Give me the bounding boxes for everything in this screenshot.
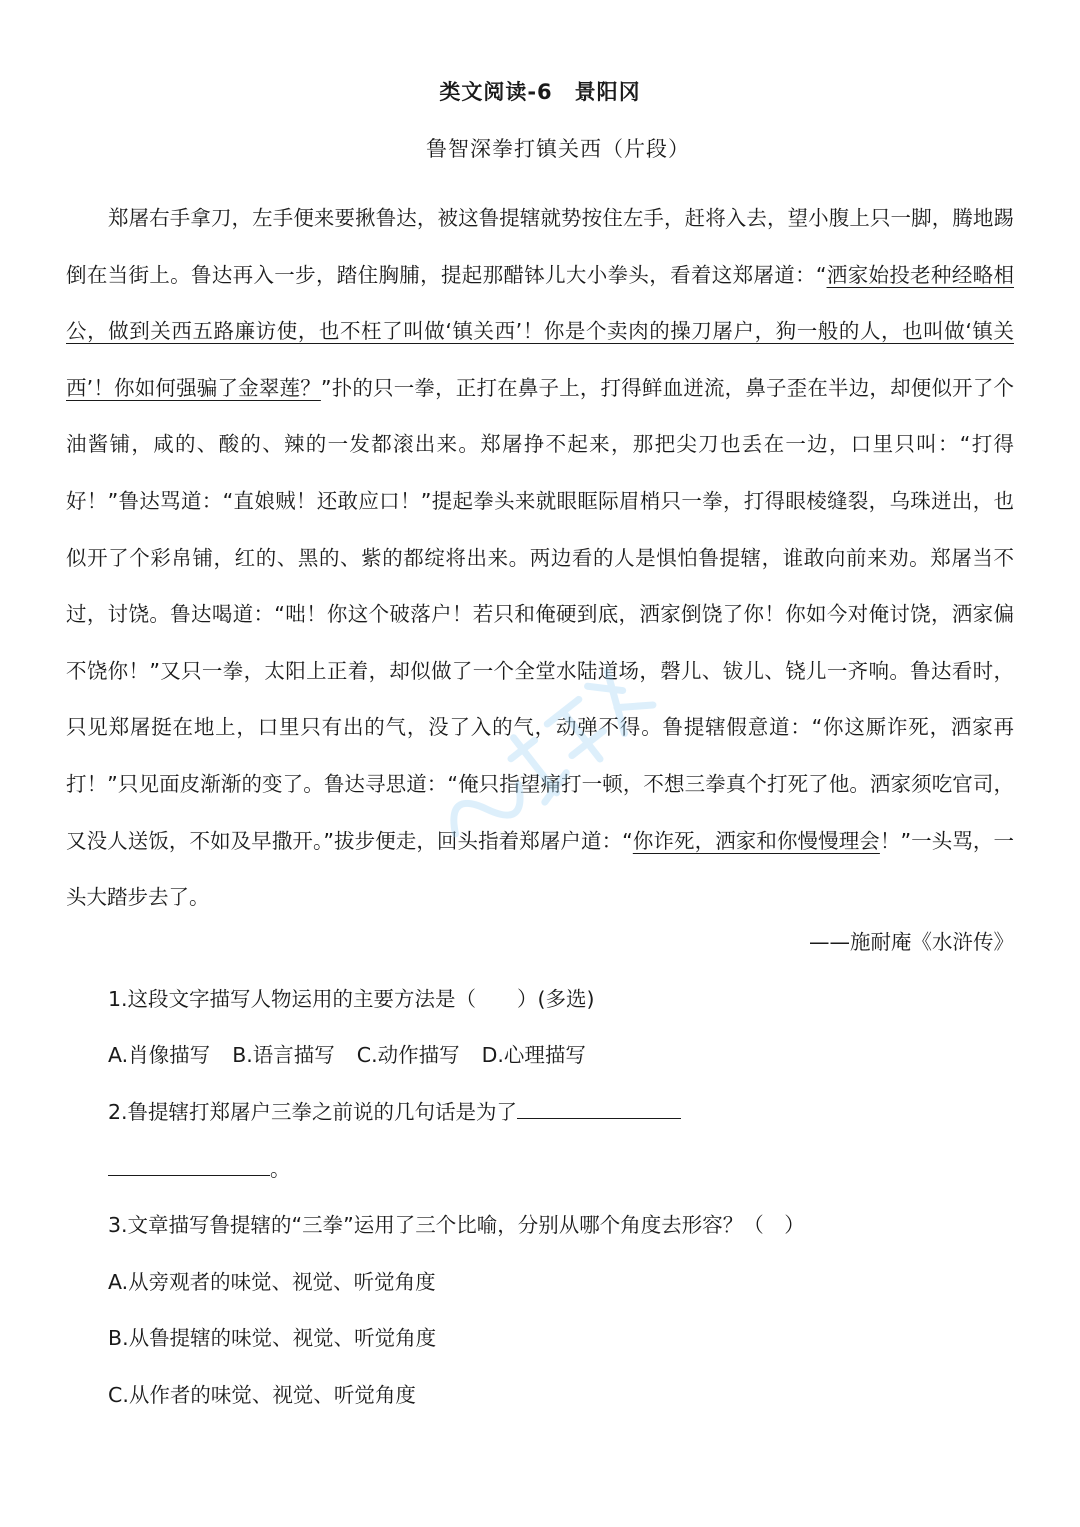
question-1-option-a[interactable]: A.肖像描写 <box>108 1043 211 1067</box>
question-1-option-b[interactable]: B.语言描写 <box>232 1043 335 1067</box>
passage-segment-2: ”扑的只一拳，正打在鼻子上，打得鲜血迸流，鼻子歪在半边，却便似开了个油酱铺，咸的、酸的、辣的一发都滚出来。郑屠挣不起来，那把尖刀也丢在一边，口里只叫：“打得好！”鲁达骂道：“直娘贼！还敢应口！”提起拳头来就眼眶际眉梢只一拳，打得眼棱缝裂，乌珠迸出，也似开了个彩帛铺，红的、黑的、紫的都绽将出来。两边看的人是惧怕鲁提辖，谁敢向前来劝。郑屠当不过，讨饶。鲁达喝道：“咄！你这个破落户！若只和俺硬到底，洒家倒饶了你！你如今对俺讨饶，洒家偏不饶你！”又只一拳，太阳上正着，却似做了一个全堂水陆道场，磬儿、钹儿、铙儿一齐响。鲁达看时，只见郑屠挺在地上，口里只有出的气，没了入的气，动弹不得。鲁提辖假意道：“你这厮诈死，洒家再打！”只见面皮渐渐的变了。鲁达寻思道：“俺只指望痛打一顿，不想三拳真个打死了他。洒家须吃官司，又没人送饭，不如及早撒开。”拔步便走，回头指着郑屠户道：“ <box>66 375 1015 853</box>
question-3-option-c[interactable]: C.从作者的味觉、视觉、听觉角度 <box>108 1383 416 1407</box>
question-1-option-d[interactable]: D.心理描写 <box>481 1043 586 1067</box>
page-title <box>0 76 1080 106</box>
passage-source: ——施耐庵《水浒传》 <box>809 930 1014 954</box>
passage-subtitle: 鲁智深拳打镇关西（片段） <box>426 137 690 161</box>
question-3-stem: 3.文章描写鲁提辖的“三拳”运用了三个比喻，分别从哪个角度去形容？（ ） <box>108 1213 805 1237</box>
question-3-option-b[interactable]: B.从鲁提辖的味觉、视觉、听觉角度 <box>108 1326 437 1350</box>
question-2-line-1 <box>108 1095 681 1129</box>
reading-passage <box>66 190 1014 926</box>
passage-segment-1: 郑屠右手拿刀，左手便来要揪鲁达，被这鲁提辖就势按住左手，赶将入去，望小腹上只一脚，腾地踢倒在当街上。鲁达再入一步，踏住胸脯，提起那醋钵儿大小拳头，看着这郑屠道：“ <box>66 206 1014 287</box>
question-1-options <box>108 1038 608 1072</box>
passage-underlined-speech-1: 洒家始投老种经略相公，做到关西五路廉访使，也不枉了叫做‘镇关西’！你是个卖肉的操刀屠户，狗一般的人，也叫做‘镇关西’！你如何强骗了金翠莲？ <box>66 262 1015 400</box>
question-2-line-2 <box>108 1152 291 1186</box>
question-2-end: 。 <box>270 1157 291 1181</box>
question-1-stem: 1.这段文字描写人物运用的主要方法是（ ）(多选) <box>108 987 595 1011</box>
question-2-stem: 2.鲁提辖打郑屠户三拳之前说的几句话是为了 <box>108 1100 518 1124</box>
passage-segment-3: ！”一头骂，一头大踏步去了。 <box>66 828 1015 910</box>
question-3-option-a[interactable]: A.从旁观者的味觉、视觉、听觉角度 <box>108 1270 436 1294</box>
title-part1: 类文阅读-6 <box>439 80 553 104</box>
question-2-answer-blank-2[interactable] <box>108 1153 270 1176</box>
title-part2: 景阳冈 <box>574 80 641 104</box>
question-1-option-c[interactable]: C.动作描写 <box>356 1043 460 1067</box>
passage-underlined-speech-2: 你诈死，洒家和你慢慢理会 <box>632 828 880 853</box>
question-2-answer-blank-1[interactable] <box>517 1096 681 1119</box>
